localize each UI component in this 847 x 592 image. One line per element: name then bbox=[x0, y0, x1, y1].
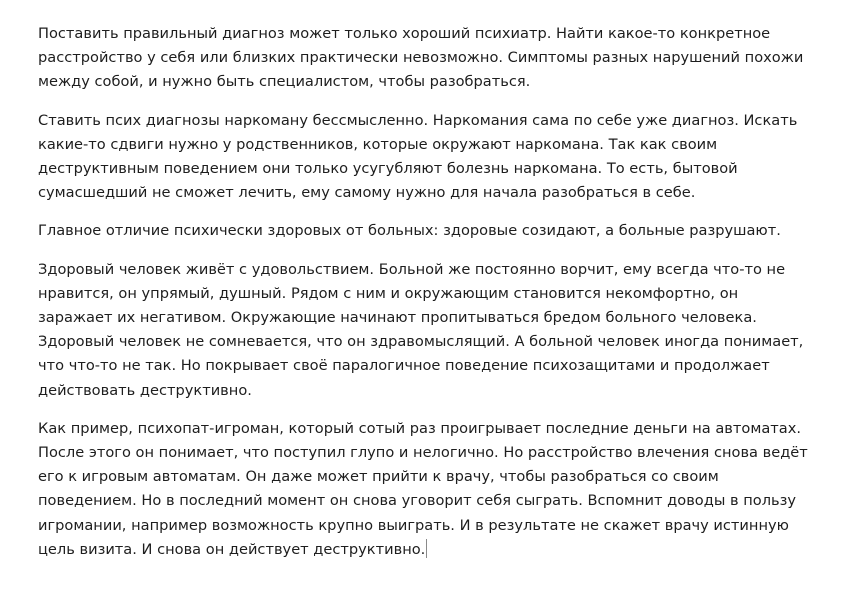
document-body[interactable] bbox=[38, 22, 818, 576]
paragraph-4 bbox=[38, 258, 818, 403]
text-line: между собой, и нужно быть специалистом, чтобы разобраться. bbox=[38, 73, 531, 91]
text-line: Ставить псих диагнозы наркоману бессмысленно. Наркомания сама по себе уже диагноз. Искать bbox=[38, 111, 798, 129]
text-line: Здоровый человек живёт с удовольствием. Больной же постоянно ворчит, ему всегда что-то не bbox=[38, 260, 786, 278]
text-line: поведением. Но в последний момент он снова уговорит себя сыграть. Вспомнит доводы в пользу bbox=[38, 492, 797, 510]
text-line: нравится, он упрямый, душный. Рядом с ним и окружающим становится некомфортно, он bbox=[38, 284, 739, 302]
paragraph-3 bbox=[38, 219, 818, 243]
text-line: заражает их негативом. Окружающие начинают пропитываться бредом больного человека. bbox=[38, 309, 757, 327]
paragraph-5 bbox=[38, 417, 818, 562]
text-line-content: цель визита. И снова он действует деструктивно. bbox=[38, 540, 426, 558]
text-line: Как пример, психопат-игроман, который сотый раз проигрывает последние деньги на автоматах. bbox=[38, 419, 801, 437]
text-line: сумасшедший не сможет лечить, ему самому нужно для начала разобраться в себе. bbox=[38, 184, 696, 202]
text-cursor bbox=[426, 539, 427, 558]
text-line: После этого он понимает, что поступил глупо и нелогично. Но расстройство влечения снова ведёт bbox=[38, 444, 808, 462]
paragraph-2 bbox=[38, 109, 818, 206]
text-line: его к игровым автоматам. Он даже может прийти к врачу, чтобы разобраться со своим bbox=[38, 468, 719, 486]
text-line: деструктивным поведением они только усугубляют болезнь наркомана. То есть, бытовой bbox=[38, 160, 738, 178]
last-text-line bbox=[38, 538, 818, 562]
text-line: что что-то не так. Но покрывает своё паралогичное поведение психозащитами и продолжает bbox=[38, 357, 770, 375]
text-line: Главное отличие психически здоровых от больных: здоровые созидают, а больные разрушают. bbox=[38, 222, 781, 240]
text-line: игромании, например возможность крупно выиграть. И в результате не скажет врачу истинную bbox=[38, 516, 789, 534]
text-line: Здоровый человек не сомневается, что он здравомыслящий. А больной человек иногда понимает, bbox=[38, 333, 804, 351]
text-line: действовать деструктивно. bbox=[38, 381, 252, 399]
text-line: какие-то сдвиги нужно у родственников, которые окружают наркомана. Так как своим bbox=[38, 135, 718, 153]
text-line: Поставить правильный диагноз может только хороший психиатр. Найти какое-то конкретное bbox=[38, 25, 771, 42]
text-line: расстройство у себя или близких практически невозможно. Симптомы разных нарушений похожи bbox=[38, 49, 804, 67]
paragraph-1 bbox=[38, 22, 818, 95]
